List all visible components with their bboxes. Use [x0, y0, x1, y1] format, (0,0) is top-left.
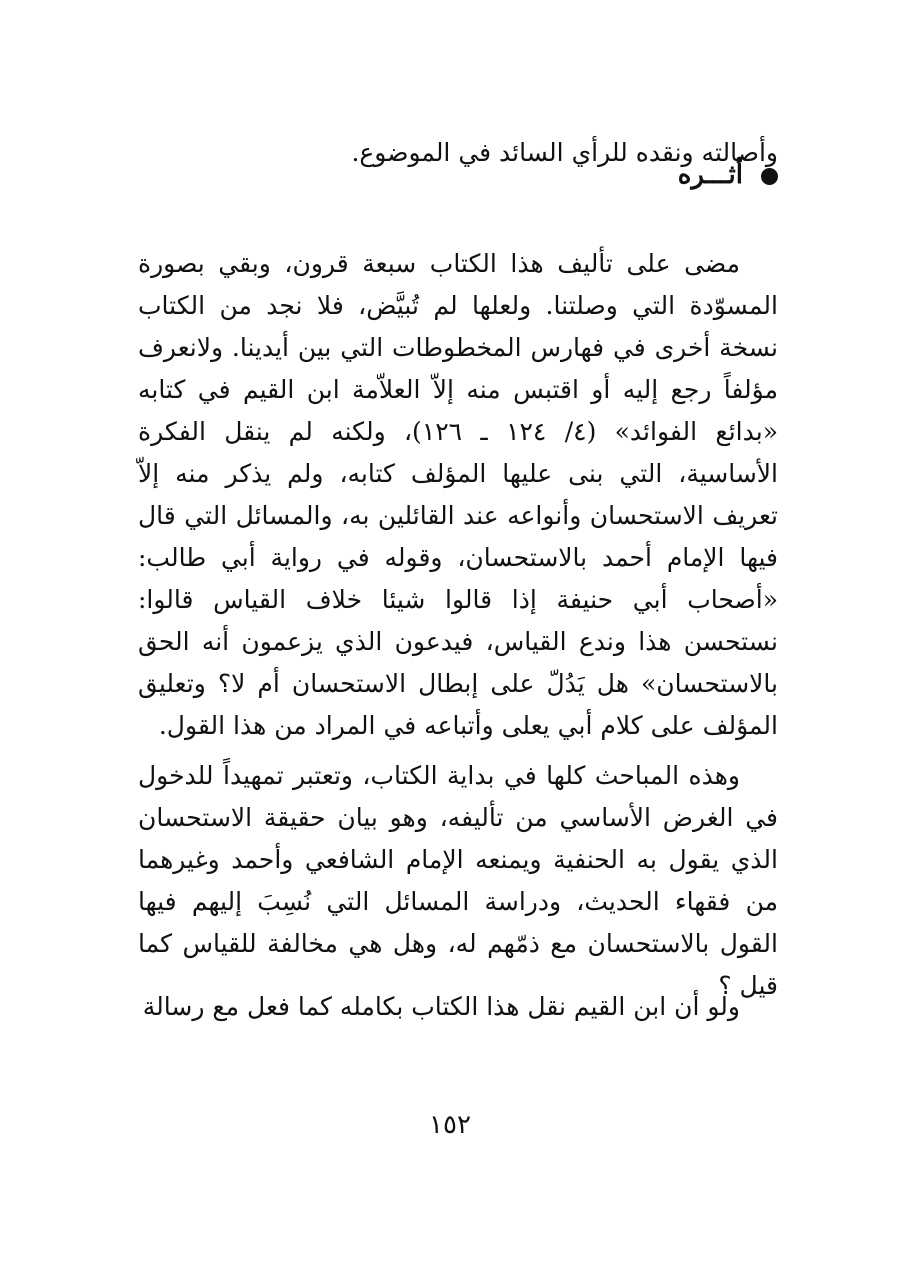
section-heading-text: أثـــره — [677, 160, 743, 190]
paragraph-2-block — [138, 755, 778, 1007]
page-number: ١٥٢ — [429, 1110, 471, 1140]
paragraph-1: مضى على تأليف هذا الكتاب سبعة قرون، وبقي بصورة المسوّدة التي وصلتنا. ولعلها لم تُبيَّض، فلا نجد من الكتاب نسخة أخرى في فهارس المخطوطات التي بين أيدينا. ولانعرف مؤلفاً رجع إليه أو اقتبس منه إلاّ العلاّمة ابن القيم في كتابه «بدائع الفوائد» (٤/ ١٢٤ ـ ١٢٦)، ولكنه لم ينقل الفكرة الأساسية، التي بنى عليها المؤلف كتابه، ولم يذكر منه إلاّ تعريف الاستحسان وأنواعه عند القائلين به، والمسائل التي قال فيها الإمام أحمد بالاستحسان، وقوله في رواية أبي طالب: «أصحاب أبي حنيفة إذا قالوا شيئا خلاف القياس قالوا: نستحسن هذا وندع القياس، فيدعون الذي يزعمون أنه الحق بالاستحسان» هل يَدُلّ على إبطال الاستحسان أم لا؟ وتعليق المؤلف على كلام أبي يعلى وأتباعه في المراد من هذا القول. — [138, 249, 778, 740]
intro-line: وأصالته ونقده للرأي السائد في الموضوع. — [351, 138, 778, 167]
paragraph-3: ولو أن ابن القيم نقل هذا الكتاب بكامله كما فعل مع رسالة — [142, 992, 740, 1021]
bullet-icon — [761, 168, 778, 185]
paragraph-3-block — [138, 986, 778, 1028]
paragraph-1-block — [138, 243, 778, 747]
section-heading — [138, 155, 778, 195]
paragraph-2: وهذه المباحث كلها في بداية الكتاب، وتعتبر تمهيداً للدخول في الغرض الأساسي من تأليفه، وهو بيان حقيقة الاستحسان الذي يقول به الحنفية ويمنعه الإمام الشافعي وأحمد وغيرهما من فقهاء الحديث، ودراسة المسائل التي نُسِبَ إليهم فيها القول بالاستحسان مع ذمّهم له، وهل هي مخالفة للقياس كما قيل ؟ — [138, 761, 778, 1000]
